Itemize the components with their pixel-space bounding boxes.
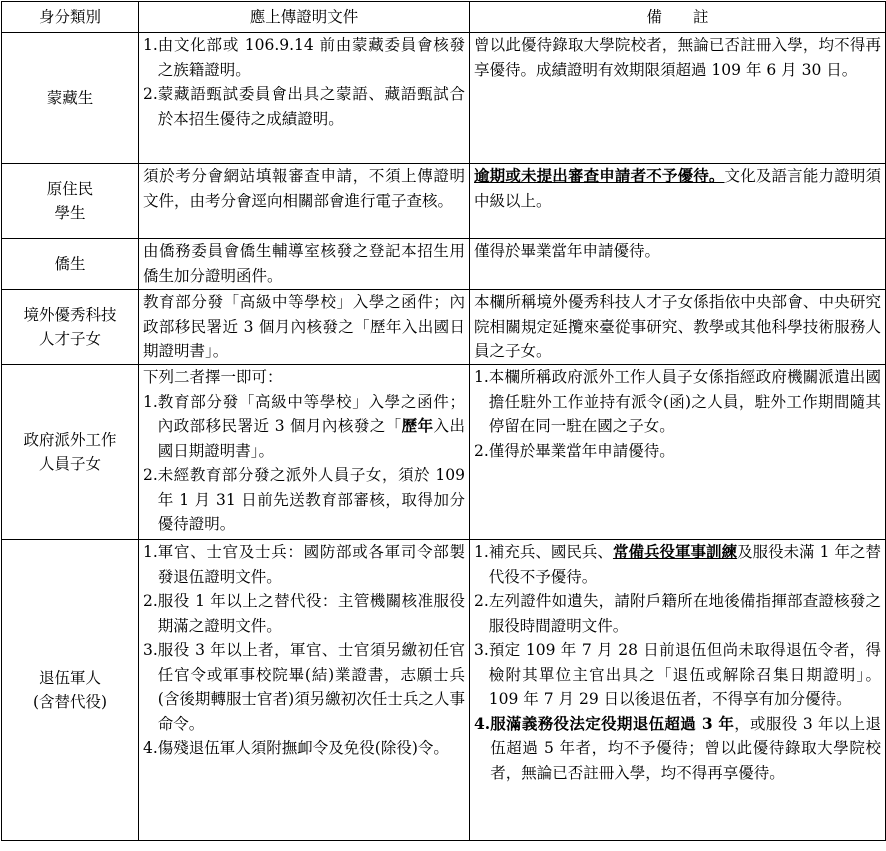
documents-cell: 教育部分發「高級中等學校」入學之函件；內政部移民署近 3 個月內核發之「歷年入出國日期證明書」。 — [139, 290, 470, 365]
documents-cell: 須於考分會網站填報審查申請，不須上傳證明文件，由考分會逕向相關部會進行電子查核。 — [139, 164, 470, 239]
remarks-cell: 曾以此優待錄取大學院校者，無論已否註冊入學，均不得再享優待。成績證明有效期限須超過 109 年 6 月 30 日。 — [470, 33, 886, 164]
documents-cell: 由僑務委員會僑生輔導室核發之登記本招生用僑生加分證明函件。 — [139, 239, 470, 290]
category-cell: 原住民 學生 — [2, 164, 139, 239]
list-item: 2. 僅得於畢業當年申請優待。 — [474, 441, 675, 460]
list-item: 1. 教育部分發「高級中等學校」入學之函件；內政部移民署近 3 個月內核發之「歷年入出國日期證明書」。 — [143, 392, 465, 460]
category-cell: 蒙藏生 — [2, 33, 139, 164]
list-item: 4. 傷殘退伍軍人須附撫卹令及免役(除役)令。 — [143, 739, 449, 757]
list-item: 2. 服役 1 年以上之替代役：主管機關核准服役期滿之證明文件。 — [143, 592, 465, 635]
table-header-row — [2, 2, 886, 33]
list-item: 2. 左列證件如遺失，請附戶籍所在地後備指揮部查證核發之服役時間證明文件。 — [474, 592, 881, 635]
list-item: 1. 由文化部或 106.9.14 前由蒙藏委員會核發之族籍證明。 — [143, 36, 465, 79]
header-category: 身分類別 — [2, 2, 139, 33]
list-item: 3. 服役 3 年以上者，軍官、士官須另繳初任官任官令或軍事校院畢(結)業證書，志願士兵(含後期轉服士官者)須另繳初次任士兵之人事命令。 — [143, 641, 465, 733]
table-row — [2, 33, 886, 164]
list-item: 2. 蒙藏語甄試委員會出具之蒙語、藏語甄試合於本招生優待之成績證明。 — [143, 85, 465, 128]
category-cell: 境外優秀科技 人才子女 — [2, 290, 139, 365]
table-row — [2, 239, 886, 290]
identity-documents-table — [1, 1, 886, 841]
documents-cell: 下列二者擇一即可： 1. 教育部分發「高級中等學校」入學之函件；內政部移民署近 3 個月內核發之「歷年入出國日期證明書」。 2. 未經教育部分發之派外人員子女，須於 109 年 1 月 31 日前先送教育部審核，取得加分優待證明。 — [139, 365, 470, 540]
header-remarks: 備 註 — [470, 2, 886, 33]
category-cell: 僑生 — [2, 239, 139, 290]
remarks-cell: 僅得於畢業當年申請優待。 — [470, 239, 886, 290]
category-cell: 退伍軍人 (含替代役) — [2, 540, 139, 841]
category-cell: 政府派外工作 人員子女 — [2, 365, 139, 540]
table-row — [2, 365, 886, 540]
documents-cell — [139, 33, 470, 164]
bold-warning: 逾期或未提出審查申請者不予優待。 — [474, 166, 725, 185]
remarks-cell: 逾期或未提出審查申請者不予優待。文化及語言能力證明須中級以上。 — [470, 164, 886, 239]
table-row — [2, 164, 886, 239]
remarks-cell — [470, 540, 886, 841]
table-row — [2, 540, 886, 841]
list-item: 1. 補充兵、國民兵、常備兵役軍事訓練及服役未滿 1 年之替代役不予優待。 — [474, 542, 881, 586]
list-item: 1. 本欄所稱政府派外工作人員子女係指經政府機關派遣出國擔任駐外工作並持有派令(函)之人員，駐外工作期間隨其停留在同一駐在國之子女。 — [474, 368, 881, 435]
documents-cell — [139, 540, 470, 841]
remarks-cell — [470, 365, 886, 540]
list-item: 3. 預定 109 年 7 月 28 日前退伍但尚未取得退伍令者，得檢附其單位主官出具之「退伍或解除召集日期證明」。109 年 7 月 29 日以後退伍者，不得享有加分優待。 — [474, 641, 881, 708]
table-row — [2, 290, 886, 365]
list-item: 1. 軍官、士官及士兵：國防部或各軍司令部製發退伍證明文件。 — [143, 543, 465, 586]
remarks-cell: 本欄所稱境外優秀科技人才子女係指依中央部會、中央研究院相關規定延攬來臺從事研究、教學或其他科學技術服務人員之子女。 — [470, 290, 886, 365]
header-documents: 應上傳證明文件 — [139, 2, 470, 33]
list-item: 2. 未經教育部分發之派外人員子女，須於 109 年 1 月 31 日前先送教育部審核，取得加分優待證明。 — [143, 466, 465, 533]
list-item: 4. 服滿義務役法定役期退伍超過 3 年，或服役 3 年以上退伍超過 5 年者，均不予優待；曾以此優待錄取大學院校者，無論已否註冊入學，均不得再享優待。 — [474, 713, 881, 782]
